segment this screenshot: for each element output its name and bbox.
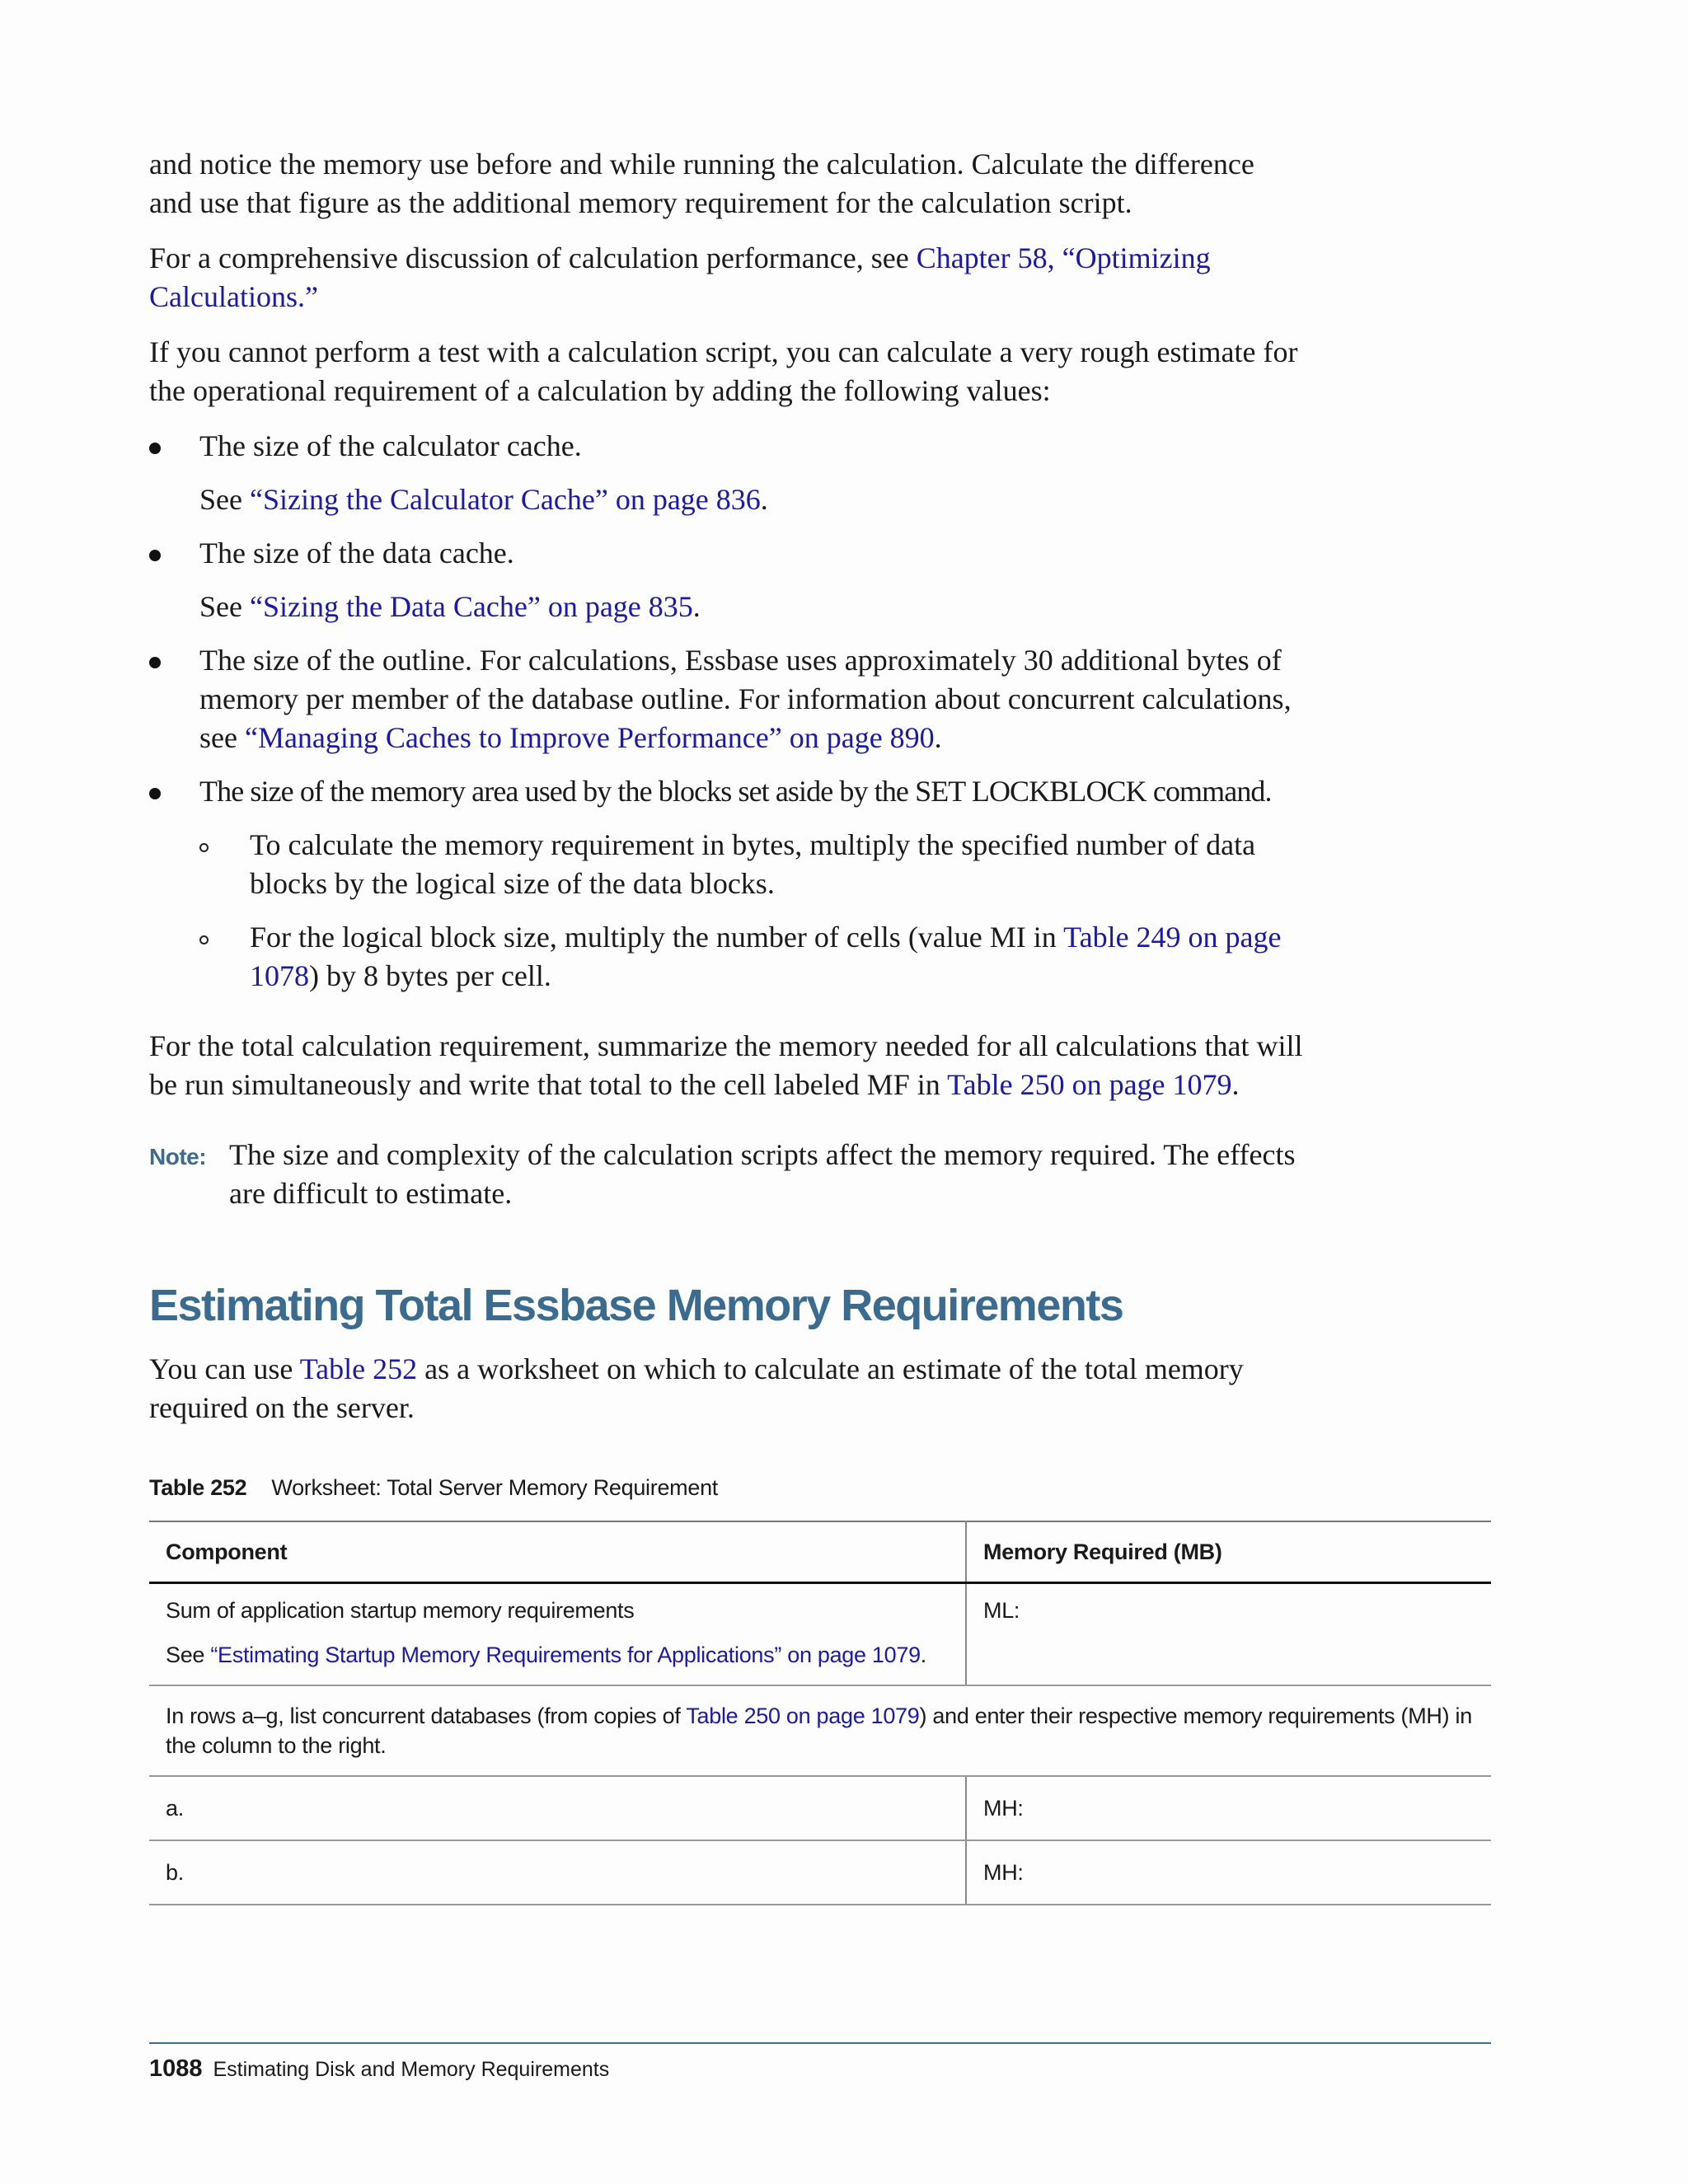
table-row <box>149 1685 1491 1776</box>
link-sizing-data-cache[interactable]: “Sizing the Data Cache” on page 835 <box>249 590 693 623</box>
link-sizing-calculator-cache[interactable]: “Sizing the Calculator Cache” on page 836 <box>249 483 761 516</box>
list-item <box>149 772 1303 996</box>
bullet-text: The size of the data cache. <box>199 537 514 569</box>
circle-bullet-icon <box>199 935 209 944</box>
cell-text: In rows a–g, list concurrent databases (from copies of <box>166 1704 687 1728</box>
table-row <box>149 1583 1491 1686</box>
sub-item-text: To calculate the memory requirement in bytes, multiply the specified number of data blocks by the logical size of the data blocks. <box>250 828 1256 900</box>
link-startup-memory[interactable]: “Estimating Startup Memory Requirements for Applications” on page 1079 <box>210 1643 921 1667</box>
cell-see-line <box>166 1640 949 1670</box>
table-cell: MH: <box>966 1840 1491 1905</box>
link-table-252[interactable]: Table 252 <box>299 1352 418 1385</box>
table-cell-span <box>149 1685 1491 1776</box>
table-number: Table 252 <box>149 1475 247 1500</box>
table-row <box>149 1776 1491 1840</box>
link-table-250-copies[interactable]: Table 250 on page 1079 <box>686 1704 920 1728</box>
punctuation: . <box>920 1643 926 1667</box>
paragraph-total-calc <box>149 1027 1303 1104</box>
link-table-249[interactable]: Table 249 on page 1078 <box>250 921 1282 992</box>
paragraph-text: For a comprehensive discussion of calculation performance, see <box>149 241 917 274</box>
table-caption <box>149 1475 1303 1501</box>
bullet-icon <box>149 657 161 668</box>
list-item <box>149 427 1303 519</box>
table-title: Worksheet: Total Server Memory Requirement <box>271 1475 718 1500</box>
note-block <box>149 1136 1303 1213</box>
paragraph-optimizing <box>149 239 1303 316</box>
column-header-memory: Memory Required (MB) <box>966 1521 1491 1583</box>
section-heading: Estimating Total Essbase Memory Requirements <box>149 1281 1123 1330</box>
sub-item-text: For the logical block size, multiply the number of cells (value MI in <box>250 921 1064 954</box>
see-label: See <box>199 483 250 516</box>
paragraph-memory-use: and notice the memory use before and while running the calculation. Calculate the difference and use that figure as the additional memory requirement for the calculation script. <box>149 148 1254 219</box>
sub-item-text: ) by 8 bytes per cell. <box>309 959 551 992</box>
paragraph-text: You can use <box>149 1352 300 1385</box>
cell-text: Sum of application startup memory requirements <box>166 1598 635 1623</box>
bullet-text: The size of the memory area used by the blocks set aside by the SET LOCKBLOCK command. <box>199 775 1272 808</box>
punctuation: . <box>1231 1068 1240 1101</box>
sub-list-item <box>199 826 1303 903</box>
link-managing-caches[interactable]: “Managing Caches to Improve Performance” on page 890 <box>244 721 935 754</box>
paragraph-text: as a worksheet on which to calculate an estimate of the total memory required on the server. <box>149 1352 1244 1424</box>
table-row <box>149 1840 1491 1905</box>
link-table-250[interactable]: Table 250 on page 1079 <box>947 1068 1232 1101</box>
column-header-component: Component <box>149 1521 966 1583</box>
bullet-icon <box>149 443 161 454</box>
list-item <box>149 534 1303 626</box>
bullet-icon <box>149 550 161 561</box>
see-label: See <box>199 590 250 623</box>
punctuation: . <box>692 590 701 623</box>
table-header-row <box>149 1521 1491 1583</box>
page-footer <box>149 2042 1491 2083</box>
punctuation: . <box>934 721 942 754</box>
page-number: 1088 <box>149 2055 203 2082</box>
table-cell: MH: <box>966 1776 1491 1840</box>
see-label: See <box>166 1643 211 1667</box>
see-line <box>199 480 1303 519</box>
chapter-title: Estimating Disk and Memory Requirements <box>213 2058 610 2081</box>
link-chapter-58[interactable]: Chapter 58, “Optimizing Calculations.” <box>149 241 1211 313</box>
bullet-text: The size of the outline. For calculations, Essbase uses approximately 30 additional bytes of memory per member of the database outline. For information about concurrent calculations, see <box>199 644 1292 754</box>
sub-list-item <box>199 918 1303 996</box>
page-content <box>149 145 1472 1905</box>
note-label: Note: <box>149 1144 207 1169</box>
see-line <box>199 588 1303 626</box>
circle-bullet-icon <box>199 843 209 852</box>
sub-list <box>199 826 1303 996</box>
cell-text: ) and enter their respective memory requirements (MH) in the column to the right. <box>166 1704 1472 1758</box>
bullet-icon <box>149 788 161 799</box>
table-cell: a. <box>149 1776 966 1840</box>
note-text: The size and complexity of the calculation scripts affect the memory required. The effects are difficult to estimate. <box>229 1138 1296 1210</box>
table-cell: ML: <box>966 1583 1491 1686</box>
list-item <box>149 641 1303 757</box>
paragraph-rough-estimate: If you cannot perform a test with a calculation script, you can calculate a very rough estimate for the operational requirement of a calculation by adding the following values: <box>149 335 1298 407</box>
paragraph-text: For the total calculation requirement, summarize the memory needed for all calculations that will be run simultaneously and write that total to the cell labeled MF in <box>149 1029 1303 1101</box>
table-cell <box>149 1583 966 1686</box>
punctuation: . <box>760 483 768 516</box>
section-intro <box>149 1350 1303 1427</box>
bullet-text: The size of the calculator cache. <box>199 429 582 462</box>
table-cell: b. <box>149 1840 966 1905</box>
worksheet-table <box>149 1521 1491 1905</box>
bullet-list <box>149 427 1303 996</box>
